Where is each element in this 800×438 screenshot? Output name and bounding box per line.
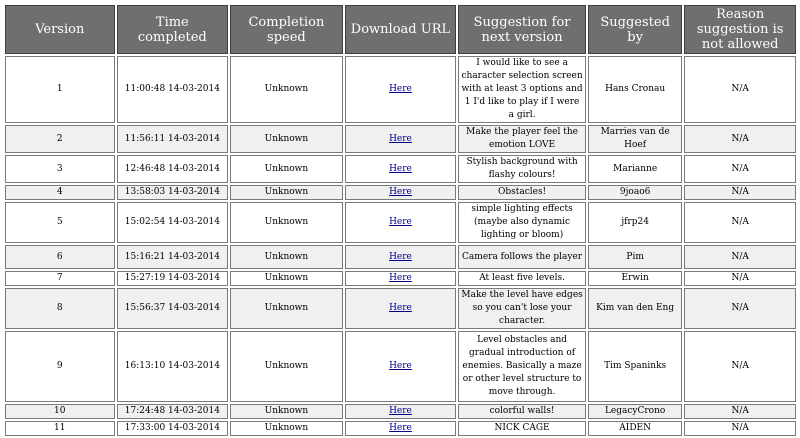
suggestion-cell: I would like to see a character selection screen with at least 3 options and 1 I'd like to play if I were a girl. (458, 56, 586, 123)
time-cell: 16:13:10 14-03-2014 (117, 331, 229, 402)
table-row (5, 202, 796, 243)
reason-cell: N/A (684, 331, 796, 402)
time-cell: 15:16:21 14-03-2014 (117, 245, 229, 269)
reason-cell: N/A (684, 155, 796, 183)
url-cell (345, 56, 457, 123)
download-link[interactable]: Here (389, 133, 412, 144)
speed-cell: Unknown (230, 331, 343, 402)
suggested-by-cell: Erwin (588, 271, 682, 286)
header-completion-speed: Completion speed (230, 5, 343, 54)
speed-cell: Unknown (230, 245, 343, 269)
download-link[interactable]: Here (389, 251, 412, 262)
time-cell: 17:33:00 14-03-2014 (117, 421, 229, 436)
download-link[interactable]: Here (389, 84, 412, 94)
table-row (5, 56, 796, 123)
reason-cell: N/A (684, 202, 796, 243)
suggestion-cell: At least five levels. (458, 271, 586, 286)
speed-cell: Unknown (230, 404, 343, 419)
time-cell: 12:46:48 14-03-2014 (117, 155, 229, 183)
download-link[interactable]: Here (389, 361, 412, 371)
url-cell (345, 288, 457, 329)
suggested-by-cell: LegacyCrono (588, 404, 682, 419)
suggested-by-cell: Kim van den Eng (588, 288, 682, 329)
speed-cell: Unknown (230, 56, 343, 123)
suggested-by-cell: AIDEN (588, 421, 682, 436)
suggested-by-cell: Tim Spaninks (588, 331, 682, 402)
version-cell: 7 (5, 271, 115, 286)
header-download-url: Download URL (345, 5, 457, 54)
download-link[interactable]: Here (389, 273, 412, 283)
versions-table (3, 3, 798, 438)
download-link[interactable]: Here (389, 187, 412, 197)
reason-cell: N/A (684, 271, 796, 286)
time-cell: 11:56:11 14-03-2014 (117, 125, 229, 153)
reason-cell: N/A (684, 404, 796, 419)
speed-cell: Unknown (230, 288, 343, 329)
version-cell: 3 (5, 155, 115, 183)
suggestion-cell: colorful walls! (458, 404, 586, 419)
suggested-by-cell: Pim (588, 245, 682, 269)
table-row (5, 125, 796, 153)
header-version: Version (5, 5, 115, 54)
url-cell (345, 185, 457, 200)
download-link[interactable]: Here (389, 423, 412, 433)
version-cell: 1 (5, 56, 115, 123)
suggestion-cell: Make the player feel the emotion LOVE (458, 125, 586, 153)
header-suggestion: Suggestion for next version (458, 5, 586, 54)
suggestion-cell: Stylish background with flashy colours! (458, 155, 586, 183)
version-cell: 11 (5, 421, 115, 436)
suggestion-cell: Make the level have edges so you can't lose your character. (458, 288, 586, 329)
url-cell (345, 271, 457, 286)
suggestion-cell: simple lighting effects (maybe also dynamic lighting or bloom) (458, 202, 586, 243)
url-cell (345, 125, 457, 153)
table-row (5, 155, 796, 183)
header-suggested-by: Suggested by (588, 5, 682, 54)
reason-cell: N/A (684, 185, 796, 200)
time-cell: 11:00:48 14-03-2014 (117, 56, 229, 123)
version-cell: 8 (5, 288, 115, 329)
url-cell (345, 155, 457, 183)
url-cell (345, 245, 457, 269)
version-cell: 10 (5, 404, 115, 419)
url-cell (345, 331, 457, 402)
table-row (5, 271, 796, 286)
version-cell: 2 (5, 125, 115, 153)
download-link[interactable]: Here (389, 406, 412, 416)
speed-cell: Unknown (230, 185, 343, 200)
header-row (5, 5, 796, 54)
suggestion-cell: Level obstacles and gradual introduction of enemies. Basically a maze or other level structure to move through. (458, 331, 586, 402)
suggested-by-cell: Hans Cronau (588, 56, 682, 123)
reason-cell: N/A (684, 288, 796, 329)
speed-cell: Unknown (230, 421, 343, 436)
reason-cell: N/A (684, 421, 796, 436)
suggested-by-cell: Marries van de Hoef (588, 125, 682, 153)
suggestion-cell: Camera follows the player (458, 245, 586, 269)
time-cell: 15:02:54 14-03-2014 (117, 202, 229, 243)
versions-table-container (3, 3, 798, 433)
speed-cell: Unknown (230, 271, 343, 286)
table-body (5, 56, 796, 436)
suggested-by-cell: 9joao6 (588, 185, 682, 200)
time-cell: 15:56:37 14-03-2014 (117, 288, 229, 329)
download-link[interactable]: Here (389, 303, 412, 313)
table-row (5, 245, 796, 269)
reason-cell: N/A (684, 245, 796, 269)
suggested-by-cell: Marianne (588, 155, 682, 183)
table-row (5, 404, 796, 419)
url-cell (345, 202, 457, 243)
speed-cell: Unknown (230, 155, 343, 183)
url-cell (345, 404, 457, 419)
table-row (5, 421, 796, 436)
speed-cell: Unknown (230, 202, 343, 243)
time-cell: 17:24:48 14-03-2014 (117, 404, 229, 419)
suggested-by-cell: jfrp24 (588, 202, 682, 243)
url-cell (345, 421, 457, 436)
time-cell: 13:58:03 14-03-2014 (117, 185, 229, 200)
version-cell: 9 (5, 331, 115, 402)
version-cell: 6 (5, 245, 115, 269)
download-link[interactable]: Here (389, 163, 412, 174)
table-row (5, 331, 796, 402)
time-cell: 15:27:19 14-03-2014 (117, 271, 229, 286)
reason-cell: N/A (684, 56, 796, 123)
download-link[interactable]: Here (389, 217, 412, 227)
suggestion-cell: Obstacles! (458, 185, 586, 200)
version-cell: 5 (5, 202, 115, 243)
speed-cell: Unknown (230, 125, 343, 153)
table-row (5, 288, 796, 329)
header-time-completed: Time completed (117, 5, 229, 54)
header-reason-not-allowed: Reason suggestion is not allowed (684, 5, 796, 54)
version-cell: 4 (5, 185, 115, 200)
table-row (5, 185, 796, 200)
suggestion-cell: NICK CAGE (458, 421, 586, 436)
reason-cell: N/A (684, 125, 796, 153)
